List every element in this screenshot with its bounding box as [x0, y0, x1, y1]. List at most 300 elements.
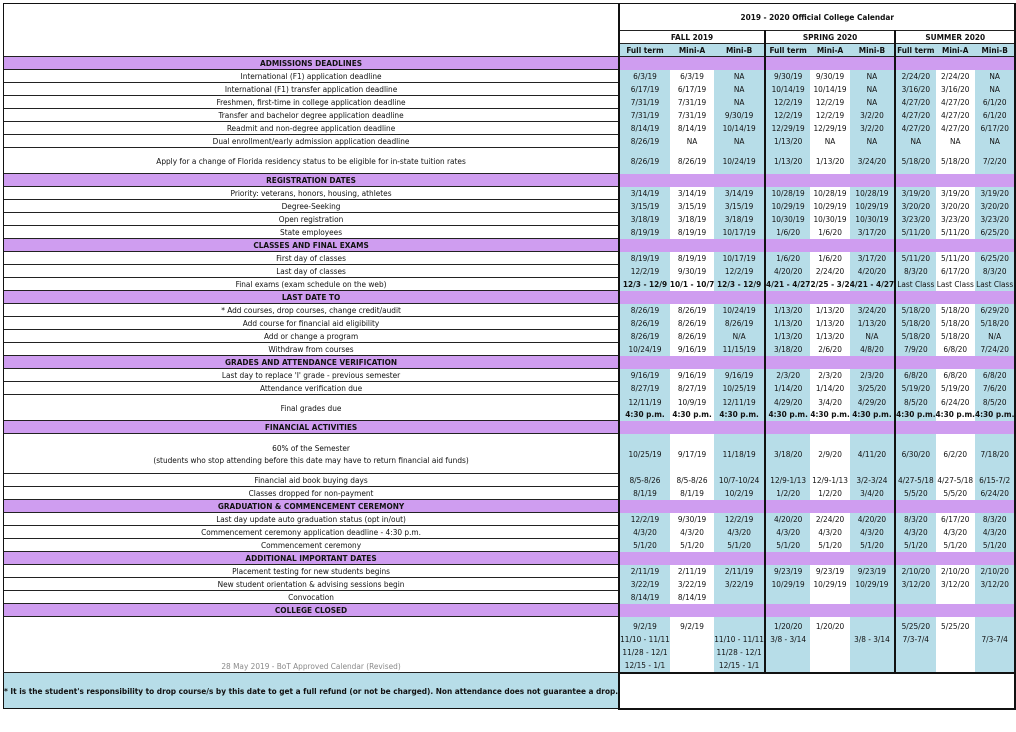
section-fill	[765, 291, 810, 304]
date-cell: 6/25/20	[975, 252, 1015, 265]
date-cell: 6/15-7/2	[975, 474, 1015, 487]
table-row	[4, 109, 1016, 122]
date-cell: 9/23/19	[850, 565, 895, 578]
date-cell: 8/5-8/26	[619, 474, 670, 487]
date-cell: 8/3/20	[975, 513, 1015, 526]
date-cell: 3/15/19	[714, 200, 765, 213]
date-cell: 6/29/20	[975, 304, 1015, 317]
date-cell: 9/30/19	[670, 265, 714, 278]
section-title: REGISTRATION DATES	[4, 174, 620, 187]
section-row-6	[4, 500, 1016, 513]
date-cell: 1/6/20	[810, 252, 849, 265]
date-value: 6/24/20	[941, 396, 970, 407]
date-cell: 4/27/20	[895, 109, 935, 122]
section-fill	[765, 174, 810, 187]
date-cell: 8/26/19	[670, 304, 714, 317]
date-cell: 6/17/20	[936, 265, 975, 278]
date-cell: 10/14/19	[765, 83, 810, 96]
row-label: Add course for financial aid eligibility	[4, 317, 620, 330]
title-row	[4, 4, 1016, 31]
section-row-2	[4, 239, 1016, 252]
row-label: Final grades due	[4, 395, 620, 421]
date-cell: 5/19/20	[895, 382, 935, 395]
row-label: Last day update auto graduation status (opt in/out)	[4, 513, 620, 526]
date-cell: 3/18/20	[765, 343, 810, 356]
section-fill	[895, 421, 935, 434]
date-cell: 4/3/20	[765, 526, 810, 539]
date-cell: NA	[810, 135, 849, 148]
time-value: 4:30 p.m.	[896, 408, 936, 419]
row-label: Priority: veterans, honors, housing, athletes	[4, 187, 620, 200]
table-row	[4, 565, 1016, 578]
date-cell: 3/19/20	[895, 187, 935, 200]
row-label: Final exams (exam schedule on the web)	[4, 278, 620, 291]
date-cell: 4/20/20	[850, 513, 895, 526]
date-cell: 3/22/19	[670, 578, 714, 591]
date-cell: 3/19/20	[936, 187, 975, 200]
date-cell	[619, 395, 670, 421]
date-cell: 2/11/19	[714, 565, 765, 578]
time-value: 4:30 p.m.	[935, 408, 975, 419]
section-fill	[936, 239, 975, 252]
closed-date: 3/8 - 3/14	[854, 633, 890, 644]
table-row	[4, 226, 1016, 239]
row-label: International (F1) application deadline	[4, 70, 620, 83]
date-cell	[895, 395, 935, 421]
date-value: 4/29/20	[773, 396, 803, 407]
date-cell: 10/14/19	[714, 122, 765, 135]
date-cell: 2/3/20	[850, 369, 895, 382]
date-cell: 5/18/20	[895, 148, 935, 174]
closed-cell	[765, 617, 810, 673]
date-cell: 1/2/20	[810, 487, 849, 500]
date-cell: 3/16/20	[895, 83, 935, 96]
table-row	[4, 265, 1016, 278]
section-fill	[619, 552, 670, 565]
time-value: 4:30 p.m.	[810, 408, 850, 419]
date-cell: 4/3/20	[810, 526, 849, 539]
date-cell: 3/14/19	[619, 187, 670, 200]
date-cell: 3/18/19	[670, 213, 714, 226]
date-cell: 6/8/20	[936, 369, 975, 382]
date-cell: 6/17/20	[936, 513, 975, 526]
date-cell: 9/30/19	[670, 513, 714, 526]
date-cell: 4/20/20	[765, 513, 810, 526]
date-cell: 1/13/20	[850, 317, 895, 330]
date-cell: 1/6/20	[765, 252, 810, 265]
date-cell: 3/20/20	[936, 200, 975, 213]
table-row	[4, 122, 1016, 135]
row-label: Commencement ceremony application deadline - 4:30 p.m.	[4, 526, 620, 539]
date-cell: 9/30/19	[765, 70, 810, 83]
section-fill	[975, 500, 1015, 513]
revised-note: 28 May 2019 - BoT Approved Calendar (Revised)	[221, 661, 401, 671]
date-cell: 10/1 - 10/7	[669, 279, 715, 289]
date-cell: 10/29/19	[810, 578, 849, 591]
date-cell: 8/14/19	[670, 122, 714, 135]
section-fill	[850, 239, 895, 252]
date-cell: 10/24/19	[714, 304, 765, 317]
date-cell: 8/26/19	[670, 330, 714, 343]
section-title: GRADUATION & COMMENCEMENT CEREMONY	[4, 500, 620, 513]
table-row	[4, 330, 1016, 343]
date-cell	[714, 591, 765, 604]
date-cell: 9/30/19	[810, 70, 849, 83]
date-cell: 4/3/20	[619, 526, 670, 539]
table-row	[4, 591, 1016, 604]
date-cell: 8/1/19	[670, 487, 714, 500]
section-fill	[670, 174, 714, 187]
date-cell: 9/23/19	[765, 565, 810, 578]
closed-date: 9/2/19	[680, 620, 704, 631]
section-fill	[850, 604, 895, 617]
row-label: Freshmen, first-time in college application deadline	[4, 96, 620, 109]
date-cell: 7/31/19	[670, 109, 714, 122]
table-row	[4, 343, 1016, 356]
closed-date	[975, 620, 1014, 633]
date-cell: 3/12/20	[895, 578, 935, 591]
date-cell: 5/1/20	[810, 539, 849, 552]
table-row	[4, 513, 1016, 526]
section-fill	[850, 421, 895, 434]
section-fill	[810, 500, 849, 513]
date-cell: 4/3/20	[714, 526, 765, 539]
date-cell	[714, 395, 765, 421]
date-cell: 10/28/19	[850, 187, 895, 200]
section-fill	[850, 291, 895, 304]
date-cell	[850, 591, 895, 604]
footnote-row	[4, 673, 1016, 709]
date-cell: 12/2/19	[714, 265, 765, 278]
date-cell: 12/2/19	[714, 513, 765, 526]
date-cell: 2/24/20	[810, 513, 849, 526]
date-value: 12/11/19	[722, 396, 756, 407]
date-cell: 12/29/19	[810, 122, 849, 135]
closed-date: 9/2/19	[633, 620, 657, 631]
date-cell: 10/25/19	[619, 434, 670, 474]
date-cell: 8/26/19	[619, 304, 670, 317]
table-row	[4, 526, 1016, 539]
date-cell: 2/11/19	[619, 565, 670, 578]
date-cell: 8/26/19	[619, 317, 670, 330]
closed-date: 11/10 - 11/11	[620, 633, 670, 644]
date-cell: 5/1/20	[765, 539, 810, 552]
section-fill	[619, 356, 670, 369]
date-cell: 2/24/20	[810, 265, 849, 278]
date-cell: 12/2/19	[765, 109, 810, 122]
date-cell: NA	[975, 70, 1015, 83]
date-cell: 3/24/20	[850, 148, 895, 174]
corner-blank	[4, 4, 620, 31]
date-cell: 6/3/19	[670, 70, 714, 83]
corner-blank	[4, 44, 620, 57]
table-row	[4, 83, 1016, 96]
date-cell: 12/9-1/13	[765, 474, 810, 487]
date-cell: 5/1/20	[714, 539, 765, 552]
table-row	[4, 474, 1016, 487]
date-cell: 6/17/20	[975, 122, 1015, 135]
date-cell: 8/14/19	[619, 122, 670, 135]
date-cell: 11/15/19	[714, 343, 765, 356]
date-cell: 1/14/20	[765, 382, 810, 395]
section-title: LAST DATE TO	[4, 291, 620, 304]
section-fill	[895, 604, 935, 617]
date-cell: 10/28/19	[765, 187, 810, 200]
date-cell: 2/24/20	[936, 70, 975, 83]
date-cell: 10/2/19	[714, 487, 765, 500]
date-cell: 10/29/19	[765, 578, 810, 591]
section-fill	[619, 291, 670, 304]
date-cell: 5/11/20	[895, 226, 935, 239]
date-cell: 3/2/20	[850, 122, 895, 135]
section-fill	[619, 421, 670, 434]
section-fill	[619, 174, 670, 187]
date-cell: 8/26/19	[670, 317, 714, 330]
date-cell: 4/20/20	[765, 265, 810, 278]
calendar-body	[4, 4, 1016, 709]
section-fill	[765, 500, 810, 513]
section-fill	[810, 239, 849, 252]
date-value: 8/5/20	[903, 396, 928, 407]
section-fill	[670, 552, 714, 565]
date-cell: 1/13/20	[765, 317, 810, 330]
date-cell: 7/31/19	[619, 109, 670, 122]
date-cell: 6/24/20	[975, 487, 1015, 500]
section-fill	[810, 57, 849, 70]
date-cell: Last Class	[895, 278, 935, 291]
date-cell: 1/13/20	[765, 304, 810, 317]
closed-date: 11/10 - 11/11	[714, 633, 764, 644]
row-label: * Add courses, drop courses, change credit/audit	[4, 304, 620, 317]
section-fill	[810, 174, 849, 187]
section-fill	[895, 356, 935, 369]
date-cell: 10/14/19	[810, 83, 849, 96]
date-cell: N/A	[714, 330, 765, 343]
date-cell: Last Class	[936, 279, 974, 289]
term-header: FALL 2019	[619, 31, 765, 44]
row-label: International (F1) transfer application deadline	[4, 83, 620, 96]
date-cell: 8/26/19	[619, 148, 670, 174]
row-label: Placement testing for new students begins	[4, 565, 620, 578]
subterm-header: Mini-A	[810, 44, 849, 57]
row-label: Last day of classes	[4, 265, 620, 278]
table-row	[4, 317, 1016, 330]
date-cell: 6/8/20	[975, 369, 1015, 382]
date-cell: 10/24/19	[714, 148, 765, 174]
section-fill	[936, 500, 975, 513]
section-fill	[670, 291, 714, 304]
date-cell: 7/31/19	[670, 96, 714, 109]
date-cell: 10/29/19	[765, 200, 810, 213]
corner-blank	[4, 31, 620, 44]
closed-cell	[670, 617, 714, 673]
date-cell: 8/19/19	[619, 226, 670, 239]
date-cell: 10/30/19	[850, 213, 895, 226]
section-fill	[850, 356, 895, 369]
date-cell: 9/16/19	[670, 369, 714, 382]
section-fill	[895, 57, 935, 70]
section-fill	[975, 356, 1015, 369]
section-fill	[975, 57, 1015, 70]
date-cell: 3/18/19	[619, 213, 670, 226]
date-cell: 4/27/20	[936, 96, 975, 109]
date-cell: 5/18/20	[936, 317, 975, 330]
section-fill	[670, 356, 714, 369]
closed-date: 11/28 - 12/1	[716, 646, 762, 657]
section-fill	[714, 421, 765, 434]
date-cell: 2/11/19	[670, 565, 714, 578]
closed-cell	[714, 617, 765, 673]
table-row	[4, 96, 1016, 109]
date-cell: 5/18/20	[936, 148, 975, 174]
date-cell: 3/24/20	[850, 304, 895, 317]
date-cell	[936, 395, 975, 421]
date-cell: 5/1/20	[670, 539, 714, 552]
date-cell: 10/29/19	[850, 578, 895, 591]
section-fill	[975, 174, 1015, 187]
date-cell: 4/21 - 4/27	[849, 279, 895, 289]
date-cell: 8/14/19	[619, 591, 670, 604]
date-cell: NA	[714, 96, 765, 109]
date-cell: 4/27/20	[936, 109, 975, 122]
date-cell	[975, 591, 1015, 604]
footnote: * It is the student's responsibility to drop course/s by this date to get a full refund (or not be charged). Non attendance does not guarantee a drop.	[4, 673, 620, 709]
row-label: 60% of the Semester (students who stop attending before this date may have to return financial aid funds)	[4, 434, 620, 474]
time-value: 4:30 p.m.	[768, 408, 808, 419]
date-cell: 5/1/20	[850, 539, 895, 552]
term-header-row	[4, 31, 1016, 44]
date-cell	[670, 395, 714, 421]
date-cell: 6/25/20	[975, 226, 1015, 239]
date-cell: 5/18/20	[936, 330, 975, 343]
date-cell: 5/19/20	[936, 382, 975, 395]
date-cell: 4/27-5/18	[895, 474, 935, 487]
date-cell: 9/16/19	[619, 369, 670, 382]
subterm-header-row	[4, 44, 1016, 57]
closed-cell	[619, 617, 670, 673]
date-cell: 6/30/20	[895, 434, 935, 474]
date-value: 10/9/19	[677, 396, 707, 407]
closed-cell	[975, 617, 1015, 673]
subterm-header: Mini-B	[850, 44, 895, 57]
section-fill	[765, 421, 810, 434]
date-cell: 4/3/20	[936, 526, 975, 539]
date-cell: 3/20/20	[975, 200, 1015, 213]
date-cell: NA	[975, 83, 1015, 96]
closed-date: 5/25/20	[901, 620, 931, 631]
date-cell: 10/29/19	[810, 200, 849, 213]
date-cell: 6/17/19	[670, 83, 714, 96]
date-cell: 3/2/20	[850, 109, 895, 122]
table-row	[4, 434, 1016, 474]
section-fill	[714, 552, 765, 565]
date-cell: 5/5/20	[936, 487, 975, 500]
date-cell: 3/20/20	[895, 200, 935, 213]
date-cell: 5/18/20	[895, 317, 935, 330]
section-title: ADDITIONAL IMPORTANT DATES	[4, 552, 620, 565]
section-fill	[975, 552, 1015, 565]
section-row-3	[4, 291, 1016, 304]
date-cell: 11/18/19	[714, 434, 765, 474]
section-title: ADMISSIONS DEADLINES	[4, 57, 620, 70]
date-cell: 8/3/20	[895, 265, 935, 278]
table-row	[4, 200, 1016, 213]
closed-cell	[895, 617, 935, 673]
date-cell: 1/13/20	[765, 330, 810, 343]
date-cell	[975, 395, 1015, 421]
date-cell: 4/3/20	[975, 526, 1015, 539]
row-label: Add or change a program	[4, 330, 620, 343]
closed-date	[714, 620, 764, 633]
section-row-closed	[4, 604, 1016, 617]
date-cell: 3/17/20	[850, 226, 895, 239]
date-cell: NA	[670, 135, 714, 148]
date-cell: 8/19/19	[670, 226, 714, 239]
section-fill	[619, 500, 670, 513]
section-fill	[850, 174, 895, 187]
row-label: Readmit and non-degree application deadline	[4, 122, 620, 135]
date-cell: NA	[714, 83, 765, 96]
section-fill	[850, 57, 895, 70]
date-cell: 1/13/20	[810, 330, 849, 343]
date-cell: NA	[975, 135, 1015, 148]
date-cell: 10/30/19	[810, 213, 849, 226]
section-fill	[936, 291, 975, 304]
section-fill	[810, 552, 849, 565]
section-row-4	[4, 356, 1016, 369]
date-cell: 3/16/20	[936, 83, 975, 96]
date-cell: 2/10/20	[975, 565, 1015, 578]
time-value: 4:30 p.m.	[719, 408, 759, 419]
date-cell: 5/1/20	[895, 539, 935, 552]
row-label: Attendance verification due	[4, 382, 620, 395]
date-cell: 7/2/20	[975, 148, 1015, 174]
date-cell: NA	[895, 135, 935, 148]
date-cell: 1/13/20	[765, 135, 810, 148]
date-cell	[936, 591, 975, 604]
date-cell: 8/19/19	[670, 252, 714, 265]
date-cell: 8/1/19	[619, 487, 670, 500]
date-cell: 7/31/19	[619, 96, 670, 109]
section-row-0	[4, 57, 1016, 70]
section-fill	[765, 239, 810, 252]
subterm-header: Mini-B	[714, 44, 765, 57]
term-header: SPRING 2020	[765, 31, 895, 44]
date-cell: 2/9/20	[810, 434, 849, 474]
section-row-7	[4, 552, 1016, 565]
closed-date: 3/8 - 3/14	[770, 633, 807, 644]
row-label: Commencement ceremony	[4, 539, 620, 552]
section-fill	[975, 421, 1015, 434]
row-label: Financial aid book buying days	[4, 474, 620, 487]
row-label: Dual enrollment/early admission application deadline	[4, 135, 620, 148]
date-cell: 3/22/19	[714, 578, 765, 591]
date-cell: 6/8/20	[895, 369, 935, 382]
section-row-1	[4, 174, 1016, 187]
date-cell: 4/3/20	[895, 526, 935, 539]
closed-date	[850, 620, 894, 633]
date-cell: 10/29/19	[850, 200, 895, 213]
date-cell: 8/26/19	[670, 148, 714, 174]
section-fill	[714, 291, 765, 304]
section-fill	[975, 291, 1015, 304]
row-label: Apply for a change of Florida residency status to be eligible for in-state tuition rates	[4, 148, 620, 174]
date-cell: 5/18/20	[936, 304, 975, 317]
date-cell	[810, 591, 849, 604]
time-value: 4:30 p.m.	[974, 408, 1015, 419]
date-cell: 12/9-1/13	[812, 475, 848, 485]
date-cell: 1/13/20	[765, 148, 810, 174]
